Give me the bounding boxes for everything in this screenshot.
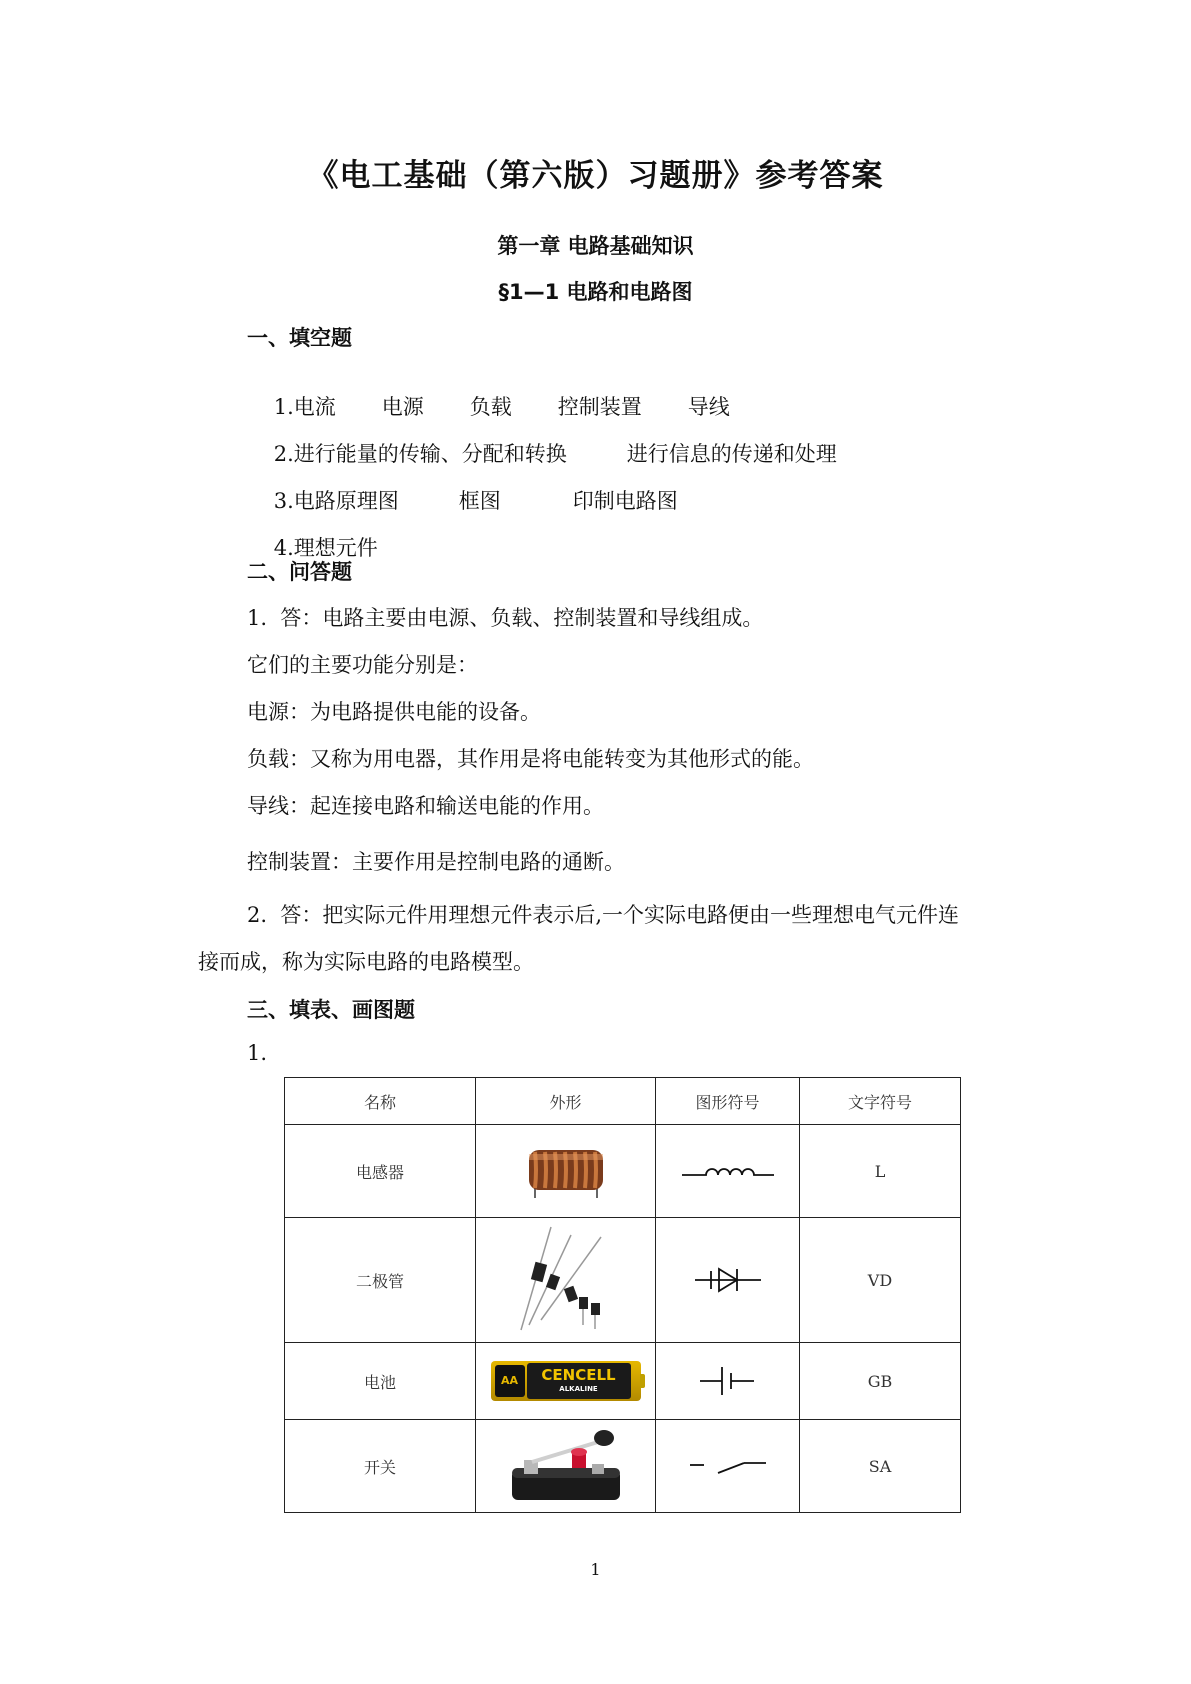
inductor-image [521, 1140, 611, 1202]
qa-line: 2. 答：把实际元件用理想元件表示后,一个实际电路便由一些理想电气元件连 [247, 903, 960, 927]
header-appearance: 外形 [476, 1078, 656, 1125]
answer-text: 导线 [687, 395, 730, 419]
battery-image [491, 1361, 641, 1401]
table-row [285, 1125, 961, 1218]
switch-symbol [656, 1420, 800, 1513]
component-name: 开关 [285, 1420, 476, 1513]
answer-text: 4.理想元件 [273, 536, 378, 560]
qa-line: 1. 答：电路主要由电源、负载、控制装置和导线组成。 [247, 606, 764, 630]
component-code: GB [800, 1343, 961, 1420]
qa-line: 负载：又称为用电器，其作用是将电能转变为其他形式的能。 [247, 747, 814, 771]
answer-text: 3.电路原理图 [273, 489, 399, 513]
header-letter-symbol: 文字符号 [800, 1078, 961, 1125]
components-table [284, 1077, 961, 1513]
battery-brand: CENCELL [541, 1366, 616, 1384]
answer-text: 电源 [381, 395, 424, 419]
answer-text: 负载 [469, 395, 512, 419]
battery-symbol-icon [698, 1364, 758, 1398]
page-number: 1 [590, 1560, 601, 1579]
component-name: 二极管 [285, 1218, 476, 1343]
inductor-symbol-icon [680, 1159, 776, 1183]
answer-text: 2.进行能量的传输、分配和转换 [273, 442, 567, 466]
battery-size-badge: AA [495, 1365, 525, 1397]
diode-symbol [656, 1218, 800, 1343]
answer-text: 1.电流 [273, 395, 336, 419]
qa-heading: 二、问答题 [247, 560, 352, 584]
switch-symbol-icon [688, 1453, 768, 1479]
chapter-heading: 第一章 电路基础知识 [497, 234, 694, 258]
item-label: 1. [247, 1041, 268, 1065]
answer-text: 框图 [458, 489, 501, 513]
table-heading: 三、填表、画图题 [247, 998, 415, 1022]
switch-photo [476, 1420, 656, 1513]
table-row [285, 1218, 961, 1343]
diode-photo [476, 1218, 656, 1343]
inductor-symbol [656, 1125, 800, 1218]
answer-text: 进行信息的传递和处理 [626, 442, 837, 466]
table-row [285, 1343, 961, 1420]
component-name: 电感器 [285, 1125, 476, 1218]
qa-line: 控制装置：主要作用是控制电路的通断。 [247, 850, 625, 874]
header-name: 名称 [285, 1078, 476, 1125]
qa-line: 电源：为电路提供电能的设备。 [247, 700, 541, 724]
battery-photo [476, 1343, 656, 1420]
component-code: SA [800, 1420, 961, 1513]
section-heading: §1—1 电路和电路图 [498, 280, 693, 304]
component-name: 电池 [285, 1343, 476, 1420]
component-code: L [800, 1125, 961, 1218]
battery-symbol [656, 1343, 800, 1420]
document-title: 《电工基础（第六版）习题册》参考答案 [307, 158, 884, 194]
table-header-row [285, 1078, 961, 1125]
switch-image [506, 1424, 626, 1508]
table-row [285, 1420, 961, 1513]
answer-text: 印制电路图 [572, 489, 678, 513]
qa-line: 它们的主要功能分别是： [247, 653, 478, 677]
diode-symbol-icon [693, 1265, 763, 1295]
answer-text: 控制装置 [557, 395, 642, 419]
component-code: VD [800, 1218, 961, 1343]
diode-image [511, 1225, 621, 1335]
qa-line: 导线：起连接电路和输送电能的作用。 [247, 794, 604, 818]
battery-type: ALKALINE [559, 1385, 598, 1393]
inductor-photo [476, 1125, 656, 1218]
header-graphic-symbol: 图形符号 [656, 1078, 800, 1125]
fill-in-heading: 一、填空题 [247, 326, 352, 350]
qa-line: 接而成，称为实际电路的电路模型。 [198, 950, 534, 974]
